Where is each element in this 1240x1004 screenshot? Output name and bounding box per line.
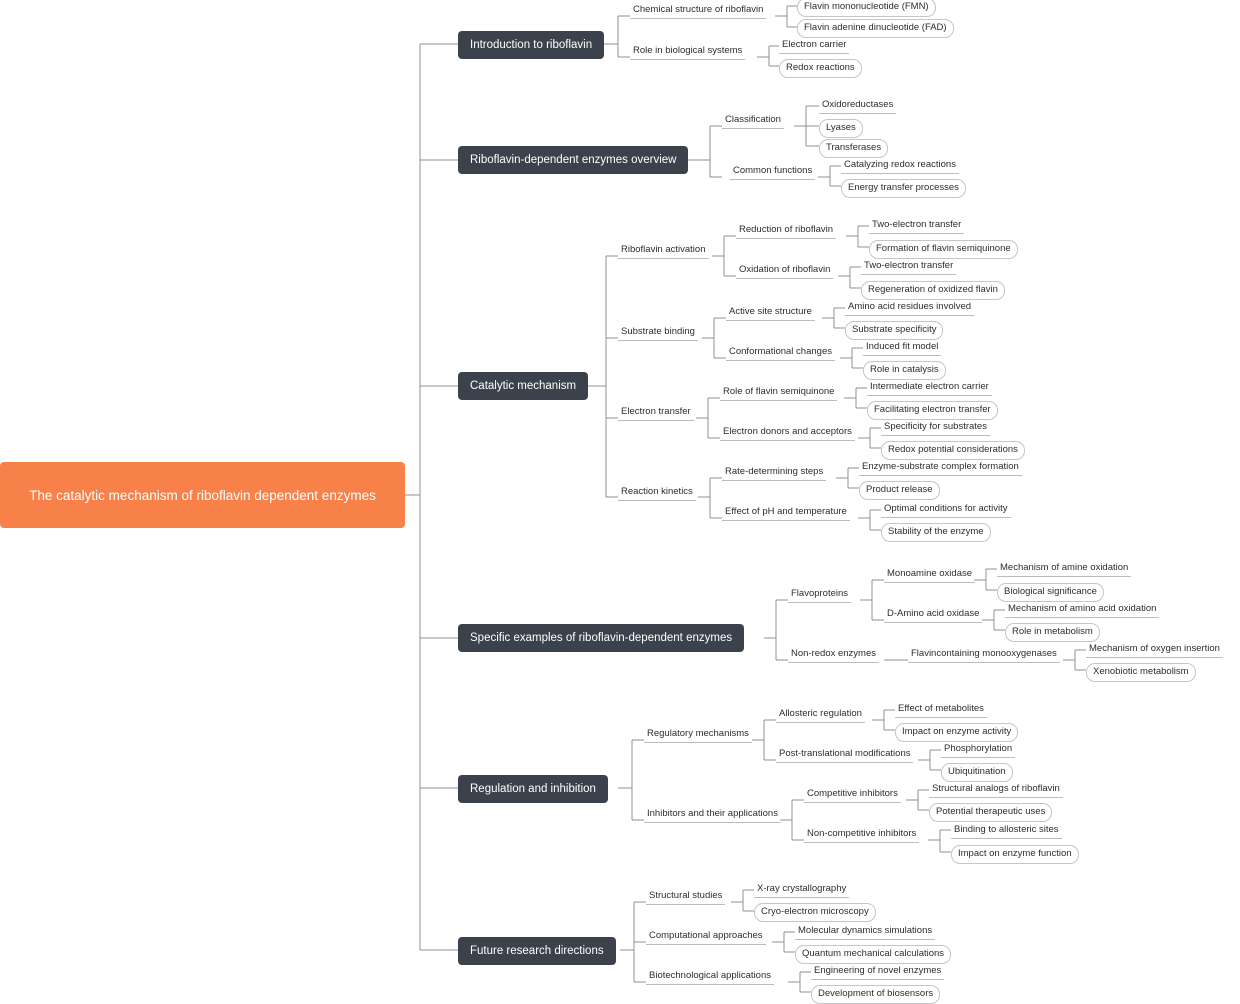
leaf-label: Two-electron transfer	[864, 260, 954, 271]
subtopic-label: Non-competitive inhibitors	[807, 828, 917, 839]
leaf-label: Optimal conditions for activity	[884, 503, 1008, 514]
subtopic-label: D-Amino acid oxidase	[887, 608, 980, 619]
subtopic-label: Riboflavin activation	[621, 244, 706, 255]
leaf-phosphorylation[interactable]	[941, 742, 1015, 758]
leaf-label: Structural analogs of riboflavin	[932, 783, 1060, 794]
subsubtopic-monoamine-oxidase[interactable]	[884, 567, 975, 583]
leaf-label: Substrate specificity	[852, 324, 937, 335]
branch-label: Future research directions	[470, 945, 604, 957]
leaf-mechanism-of-amine-oxidation[interactable]	[997, 561, 1131, 577]
subtopic-label: Substrate binding	[621, 326, 695, 337]
leaf-label: Two-electron transfer	[872, 219, 962, 230]
leaf-regeneration-of-oxidized-flavin[interactable]	[861, 281, 1005, 300]
subtopic-label: Reaction kinetics	[621, 486, 693, 497]
branch-label: Specific examples of riboflavin-dependent enzymes	[470, 632, 733, 644]
leaf-label: Product release	[866, 484, 933, 495]
leaf-label: Molecular dynamics simulations	[798, 925, 933, 936]
root-node[interactable]	[0, 462, 405, 528]
leaf-role-in-metabolism[interactable]	[1005, 623, 1100, 642]
leaf-impact-on-enzyme-function[interactable]	[951, 845, 1079, 864]
leaf-label: Ubiquitination	[948, 766, 1006, 777]
subtopic-chemical-structure-of-riboflavin[interactable]	[630, 3, 766, 19]
leaf-optimal-conditions-for-activity[interactable]	[881, 502, 1011, 518]
leaf-quantum-mechanical-calculations[interactable]	[795, 945, 951, 964]
leaf-two-electron-transfer-reduction[interactable]	[869, 218, 964, 234]
root-node-label: The catalytic mechanism of riboflavin dependent enzymes	[29, 487, 376, 503]
subtopic-label: Common functions	[733, 165, 813, 176]
leaf-label: Flavin mononucleotide (FMN)	[804, 1, 929, 12]
leaf-intermediate-electron-carrier[interactable]	[867, 380, 992, 396]
subsubtopic-effect-of-ph-and-temperature[interactable]	[722, 505, 850, 521]
leaf-label: X-ray crystallography	[757, 883, 847, 894]
leaf-label: Specificity for substrates	[884, 421, 987, 432]
subtopic-label: Oxidation of riboflavin	[739, 264, 831, 275]
leaf-label: Development of biosensors	[818, 988, 934, 999]
subsubtopic-flavincontaining-monooxygenases[interactable]	[908, 647, 1060, 663]
leaf-label: Enzyme-substrate complex formation	[862, 461, 1019, 472]
leaf-cryo-electron-microscopy[interactable]	[754, 903, 876, 922]
leaf-potential-therapeutic-uses[interactable]	[929, 803, 1052, 822]
leaf-label: Flavin adenine dinucleotide (FAD)	[804, 22, 947, 33]
branch-label: Catalytic mechanism	[470, 380, 577, 392]
leaf-two-electron-transfer-oxidation[interactable]	[861, 259, 956, 275]
subsubtopic-role-of-flavin-semiquinone[interactable]	[720, 385, 837, 401]
leaf-label: Role in metabolism	[1012, 626, 1093, 637]
leaf-label: Impact on enzyme activity	[902, 726, 1012, 737]
leaf-label: Cryo-electron microscopy	[761, 906, 869, 917]
leaf-label: Binding to allosteric sites	[954, 824, 1059, 835]
subsubtopic-non-competitive-inhibitors[interactable]	[804, 827, 919, 843]
branch-node-future-research-directions[interactable]	[458, 937, 616, 965]
leaf-effect-of-metabolites[interactable]	[895, 702, 987, 718]
leaf-redox-potential-considerations[interactable]	[881, 441, 1025, 460]
leaf-label: Redox potential considerations	[888, 444, 1018, 455]
subtopic-label: Electron donors and acceptors	[723, 426, 852, 437]
leaf-energy-transfer-processes[interactable]	[841, 179, 966, 198]
leaf-induced-fit-model[interactable]	[863, 340, 941, 356]
leaf-label: Stability of the enzyme	[888, 526, 984, 537]
subtopic-computational-approaches[interactable]	[646, 929, 766, 945]
subsubtopic-reduction-of-riboflavin[interactable]	[736, 223, 836, 239]
subtopic-reaction-kinetics[interactable]	[618, 485, 696, 501]
leaf-enzyme-substrate-complex-formation[interactable]	[859, 460, 1022, 476]
subtopic-label: Role of flavin semiquinone	[723, 386, 835, 397]
subsubtopic-post-translational-modifications[interactable]	[776, 747, 913, 763]
leaf-engineering-of-novel-enzymes[interactable]	[811, 964, 944, 980]
leaf-specificity-for-substrates[interactable]	[881, 420, 990, 436]
leaf-label: Engineering of novel enzymes	[814, 965, 942, 976]
leaf-biological-significance[interactable]	[997, 583, 1104, 602]
branch-node-catalytic-mechanism[interactable]	[458, 372, 588, 400]
leaf-electron-carrier[interactable]	[779, 38, 849, 54]
leaf-impact-on-enzyme-activity[interactable]	[895, 723, 1018, 742]
subsubtopic-electron-donors-and-acceptors[interactable]	[720, 425, 855, 441]
subtopic-label: Competitive inhibitors	[807, 788, 898, 799]
subtopic-structural-studies[interactable]	[646, 889, 725, 905]
leaf-label: Transferases	[826, 142, 882, 153]
subtopic-riboflavin-activation[interactable]	[618, 243, 709, 259]
leaf-ubiquitination[interactable]	[941, 763, 1013, 782]
subsubtopic-oxidation-of-riboflavin[interactable]	[736, 263, 833, 279]
subtopic-label: Inhibitors and their applications	[647, 808, 778, 819]
subtopic-label: Computational approaches	[649, 930, 763, 941]
leaf-label: Amino acid residues involved	[848, 301, 972, 312]
leaf-label: Phosphorylation	[944, 743, 1013, 754]
subtopic-label: Non-redox enzymes	[791, 648, 877, 659]
leaf-flavin-adenine-dinucleotide[interactable]	[797, 19, 954, 38]
subsubtopic-active-site-structure[interactable]	[726, 305, 815, 321]
leaf-lyases[interactable]	[819, 119, 863, 138]
subtopic-label: Rate-determining steps	[725, 466, 824, 477]
subtopic-label: Post-translational modifications	[779, 748, 911, 759]
leaf-label: Effect of metabolites	[898, 703, 984, 714]
leaf-label: Mechanism of amino acid oxidation	[1008, 603, 1157, 614]
subtopic-regulatory-mechanisms[interactable]	[644, 727, 752, 743]
leaf-facilitating-electron-transfer[interactable]	[867, 401, 998, 420]
leaf-stability-of-the-enzyme[interactable]	[881, 523, 991, 542]
subtopic-label: Role in biological systems	[633, 45, 743, 56]
subtopic-label: Reduction of riboflavin	[739, 224, 833, 235]
branch-node-riboflavin-dependent-enzymes-overview[interactable]	[458, 146, 688, 174]
subtopic-label: Flavincontaining monooxygenases	[911, 648, 1057, 659]
subtopic-label: Monoamine oxidase	[887, 568, 973, 579]
leaf-label: Mechanism of oxygen insertion	[1089, 643, 1220, 654]
leaf-label: Biological significance	[1004, 586, 1097, 597]
subsubtopic-rate-determining-steps[interactable]	[722, 465, 826, 481]
leaf-amino-acid-residues-involved[interactable]	[845, 300, 974, 316]
leaf-structural-analogs-of-riboflavin[interactable]	[929, 782, 1063, 798]
subtopic-substrate-binding[interactable]	[618, 325, 698, 341]
leaf-binding-to-allosteric-sites[interactable]	[951, 823, 1062, 839]
subtopic-non-redox-enzymes[interactable]	[788, 647, 879, 663]
subtopic-biotechnological-applications[interactable]	[646, 969, 774, 985]
subtopic-label: Conformational changes	[729, 346, 832, 357]
subtopic-common-functions[interactable]	[730, 164, 815, 180]
branch-label: Riboflavin-dependent enzymes overview	[470, 154, 677, 166]
leaf-label: Potential therapeutic uses	[936, 806, 1046, 817]
subsubtopic-d-amino-acid-oxidase[interactable]	[884, 607, 982, 623]
leaf-label: Induced fit model	[866, 341, 939, 352]
branch-node-regulation-and-inhibition[interactable]	[458, 775, 608, 803]
leaf-label: Redox reactions	[786, 62, 855, 73]
branch-label: Introduction to riboflavin	[470, 39, 593, 51]
leaf-label: Facilitating electron transfer	[874, 404, 991, 415]
leaf-oxidoreductases[interactable]	[819, 98, 896, 114]
subtopic-label: Structural studies	[649, 890, 723, 901]
leaf-substrate-specificity[interactable]	[845, 321, 943, 340]
leaf-molecular-dynamics-simulations[interactable]	[795, 924, 935, 940]
subtopic-label: Chemical structure of riboflavin	[633, 4, 764, 15]
subtopic-label: Regulatory mechanisms	[647, 728, 749, 739]
leaf-redox-reactions[interactable]	[779, 59, 862, 78]
leaf-label: Quantum mechanical calculations	[802, 948, 945, 959]
leaf-product-release[interactable]	[859, 481, 940, 500]
leaf-label: Lyases	[826, 122, 856, 133]
leaf-flavin-mononucleotide[interactable]	[797, 0, 936, 17]
subtopic-label: Active site structure	[729, 306, 812, 317]
subtopic-label: Flavoproteins	[791, 588, 849, 599]
branch-node-specific-examples[interactable]	[458, 624, 744, 652]
leaf-role-in-catalysis[interactable]	[863, 361, 946, 380]
subsubtopic-competitive-inhibitors[interactable]	[804, 787, 901, 803]
subtopic-label: Allosteric regulation	[779, 708, 862, 719]
subtopic-label: Effect of pH and temperature	[725, 506, 847, 517]
leaf-xenobiotic-metabolism[interactable]	[1086, 663, 1196, 682]
leaf-label: Catalyzing redox reactions	[844, 159, 956, 170]
leaf-x-ray-crystallography[interactable]	[754, 882, 849, 898]
leaf-label: Role in catalysis	[870, 364, 939, 375]
leaf-mechanism-of-amino-acid-oxidation[interactable]	[1005, 602, 1159, 618]
leaf-development-of-biosensors[interactable]	[811, 985, 940, 1004]
subtopic-inhibitors-and-their-applications[interactable]	[644, 807, 781, 823]
subsubtopic-allosteric-regulation[interactable]	[776, 707, 865, 723]
subtopic-label: Biotechnological applications	[649, 970, 771, 981]
leaf-label: Electron carrier	[782, 39, 847, 50]
leaf-label: Xenobiotic metabolism	[1093, 666, 1189, 677]
leaf-label: Oxidoreductases	[822, 99, 894, 110]
leaf-label: Mechanism of amine oxidation	[1000, 562, 1129, 573]
subtopic-label: Classification	[725, 114, 781, 125]
subtopic-electron-transfer[interactable]	[618, 405, 694, 421]
leaf-catalyzing-redox-reactions[interactable]	[841, 158, 959, 174]
leaf-label: Impact on enzyme function	[958, 848, 1072, 859]
branch-label: Regulation and inhibition	[470, 783, 596, 795]
subtopic-classification[interactable]	[722, 113, 784, 129]
leaf-label: Energy transfer processes	[848, 182, 959, 193]
branch-node-introduction-to-riboflavin[interactable]	[458, 31, 604, 59]
leaf-mechanism-of-oxygen-insertion[interactable]	[1086, 642, 1223, 658]
leaf-label: Regeneration of oxidized flavin	[868, 284, 998, 295]
leaf-formation-of-flavin-semiquinone[interactable]	[869, 240, 1018, 259]
leaf-label: Formation of flavin semiquinone	[876, 243, 1011, 254]
leaf-transferases[interactable]	[819, 139, 888, 158]
leaf-label: Intermediate electron carrier	[870, 381, 989, 392]
subtopic-label: Electron transfer	[621, 406, 691, 417]
subtopic-role-in-biological-systems[interactable]	[630, 44, 745, 60]
subtopic-flavoproteins[interactable]	[788, 587, 851, 603]
subsubtopic-conformational-changes[interactable]	[726, 345, 835, 361]
